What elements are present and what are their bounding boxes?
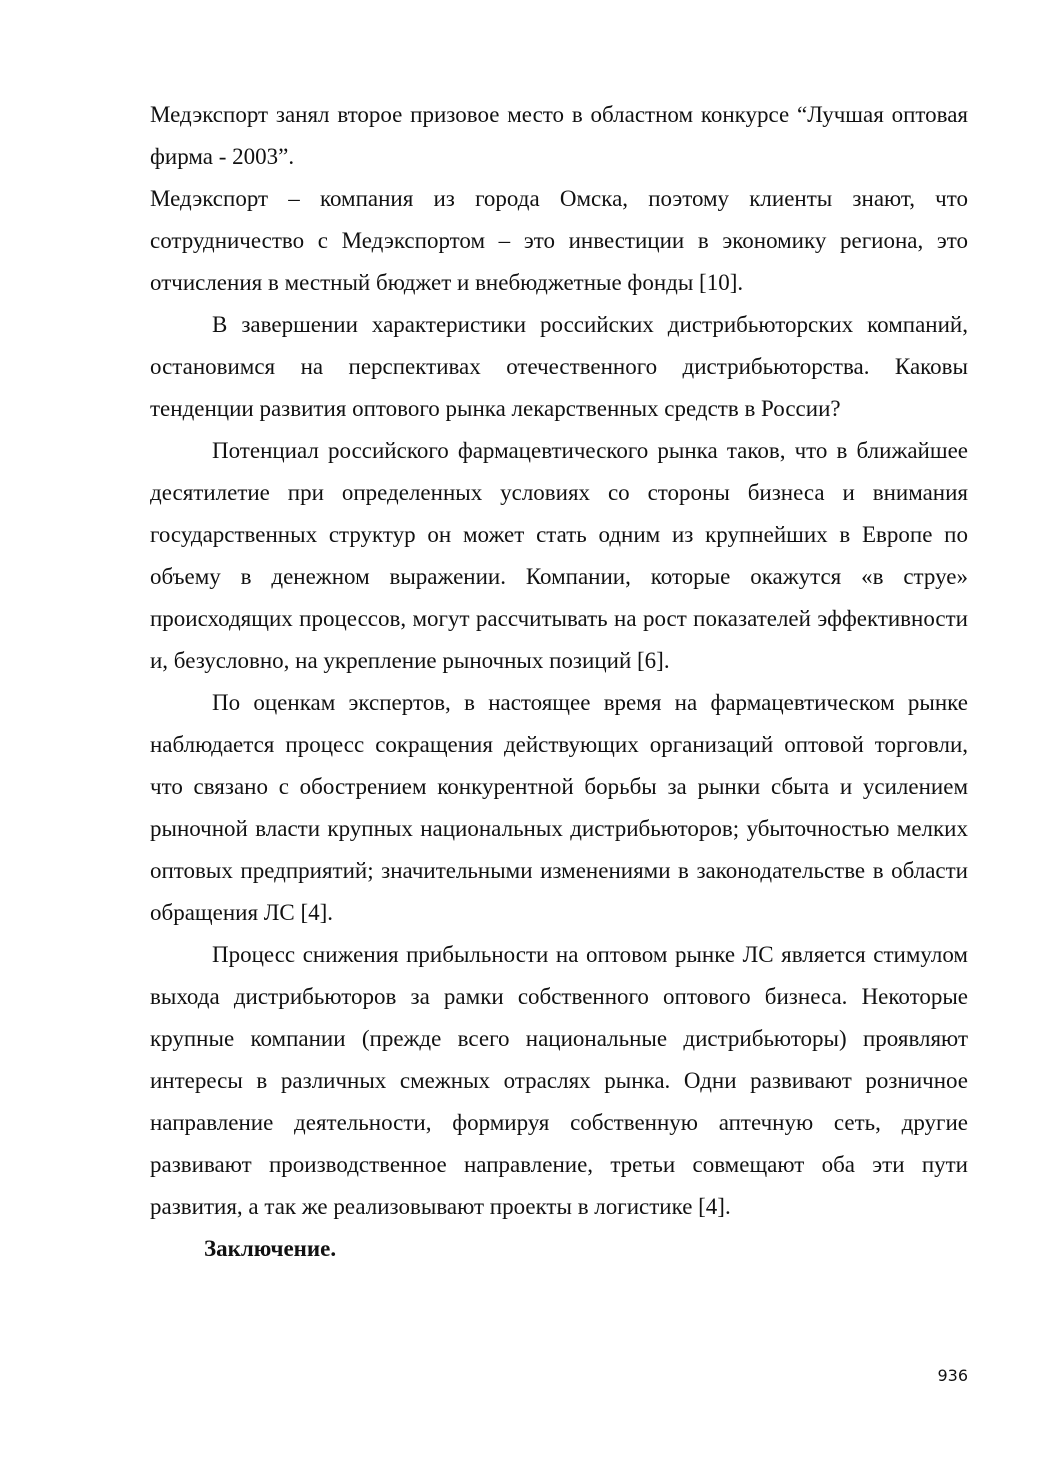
paragraph-profitability: Процесс снижения прибыльности на оптовом рынке ЛС является стимулом выхода дистрибьюторов за рамки собственного оптового бизнеса. Некоторые крупные компании (прежде всего национальные дистрибьюторы) проявляют интересы в различных смежных отраслях рынка. Одни развивают розничное направление деятельности, формируя собственную аптечную сеть, другие развивают производственное направление, третьи совмещают оба эти пути развития, а так же реализовывают проекты в логистике [4]. [150,942,968,1219]
paragraph-award: Медэкспорт занял второе призовое место в областном конкурсе “Лучшая оптовая фирма - 2003”. [150,102,968,169]
paragraph-expert-estimates: По оценкам экспертов, в настоящее время на фармацевтическом рынке наблюдается процесс сокращения действующих организаций оптовой торговли, что связано с обострением конкурентной борьбы за рынки сбыта и усилением рыночной власти крупных национальных дистрибьюторов; убыточностью мелких оптовых предприятий; значительными изменениями в законодательстве в области обращения ЛС [4]. [150,690,968,925]
paragraph-prospects: В завершении характеристики российских дистрибьюторских компаний, остановимся на перспективах отечественного дистрибьюторства. Каковы тенденции развития оптового рынка лекарственных средств в России? [150,312,968,421]
paragraph-market-potential: Потенциал российского фармацевтического рынка таков, что в ближайшее десятилетие при определенных условиях со стороны бизнеса и внимания государственных структур он может стать одним из крупнейших в Европе по объему в денежном выражении. Компании, которые окажутся «в струе» происходящих процессов, могут рассчитывать на рост показателей эффективности и, безусловно, на укрепление рыночных позиций [6]. [150,438,968,673]
paragraph-company-omsk: Медэкспорт – компания из города Омска, поэтому клиенты знают, что сотрудничество с Медэкспортом – это инвестиции в экономику региона, это отчисления в местный бюджет и внебюджетные фонды [10]. [150,186,968,295]
page-number: 936 [937,1366,968,1385]
body-text [150,94,968,1270]
section-heading-conclusion: Заключение. [204,1236,337,1261]
